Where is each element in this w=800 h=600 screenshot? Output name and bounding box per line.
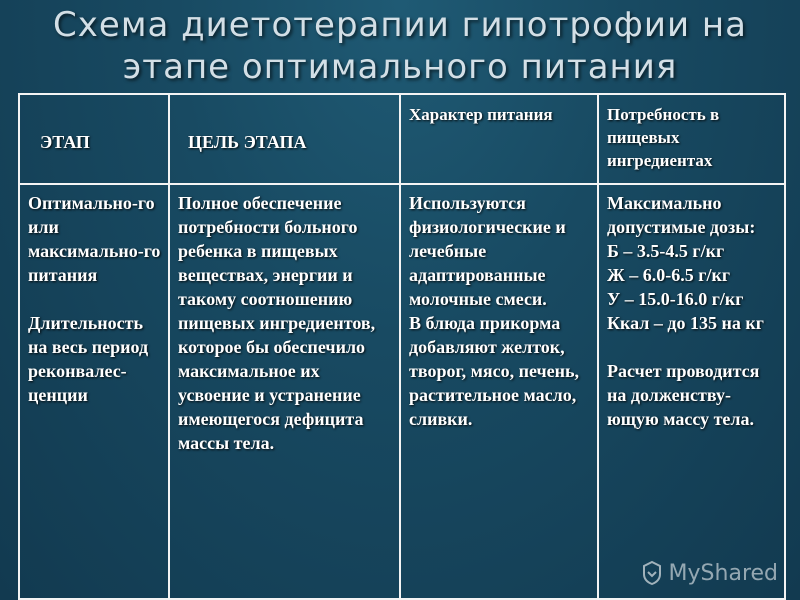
needs-kcal: Ккал – до 135 на кг <box>607 313 764 333</box>
myshared-logo-icon <box>641 560 663 586</box>
watermark <box>641 560 778 586</box>
watermark-text: MyShared <box>668 560 778 586</box>
slide-title <box>0 4 800 88</box>
needs-calculation: Расчет проводится на долженству-ющую массу тела. <box>607 361 760 429</box>
needs-carbs: У – 15.0-16.0 г/кг <box>607 289 744 309</box>
needs-intro: Максимально допустимые дозы: <box>607 193 756 237</box>
stage-duration: Длительность на весь период реконвалес-ценции <box>28 313 149 405</box>
header-needs: Потребность в пищевых ингредиентах <box>598 94 785 184</box>
header-stage: ЭТАП <box>19 94 169 184</box>
cell-stage <box>19 184 169 599</box>
table-header-row <box>19 94 785 184</box>
slide-title-line-2: этапе оптимального питания <box>122 47 678 87</box>
needs-fat: Ж – 6.0-6.5 г/кг <box>607 265 731 285</box>
stage-name: Оптимально-го или максимально-го питания <box>28 193 161 285</box>
diet-therapy-table <box>18 93 786 600</box>
header-goal: ЦЕЛЬ ЭТАПА <box>169 94 400 184</box>
nutrition-complementary: В блюда прикорма добавляют желток, творог, мясо, печень, растительное масло, сливки. <box>409 313 580 429</box>
cell-nutrition <box>400 184 598 599</box>
header-nutrition: Характер питания <box>400 94 598 184</box>
cell-needs <box>598 184 785 599</box>
table-row <box>19 184 785 599</box>
cell-goal: Полное обеспечение потребности больного ребенка в пищевых веществах, энергии и такому соотношению пищевых ингредиентов, которое бы обеспечило максимальное их усвоение и устранение имеющегося дефицита массы тела. <box>169 184 400 599</box>
nutrition-formulas: Используются физиологические и лечебные адаптированные молочные смеси. <box>409 193 566 309</box>
needs-protein: Б – 3.5-4.5 г/кг <box>607 241 725 261</box>
slide-title-line-1: Схема диетотерапии гипотрофии на <box>53 5 747 45</box>
